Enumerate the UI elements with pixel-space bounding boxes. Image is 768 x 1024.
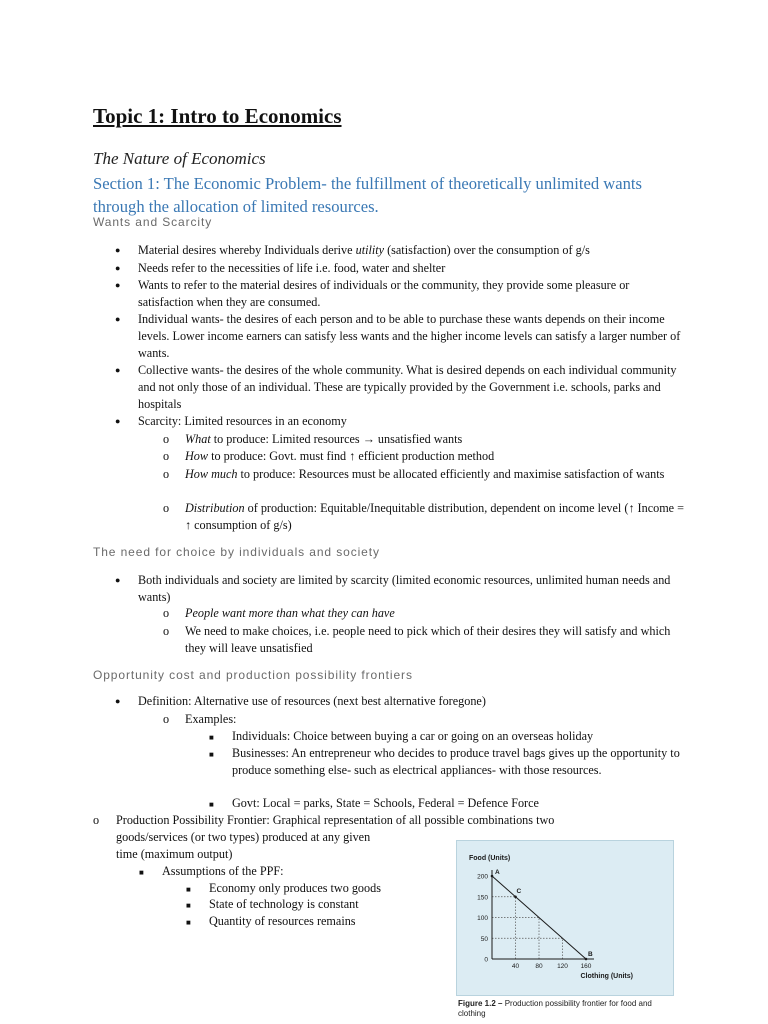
point-label: B [588, 951, 593, 958]
list-item: ● Material desires whereby Individuals derive utility (satisfaction) over the consumption of g/s [115, 243, 590, 257]
heading-wants-scarcity: Wants and Scarcity [93, 215, 213, 229]
ppf-chart [457, 841, 673, 995]
bullet-icon: ● [115, 696, 121, 706]
list-item: ● Individual wants- the desires of each person and to be able to purchase these wants depends on their income levels. Lower income earners can satisfy less wants and the higher income levels can satisfy a larger number of wants. [115, 312, 681, 360]
list-item: ● Needs refer to the necessities of life i.e. food, water and shelter [115, 261, 446, 275]
y-tick-label: 150 [477, 894, 488, 902]
x-tick-label: 80 [535, 963, 543, 970]
sub-list-item: o Distribution of production: Equitable/Inequitable distribution, dependent on income level (↑ Income = ↑ consumption of g/s) [163, 501, 685, 532]
assumption: ■ Economy only produces two goods [186, 880, 446, 897]
page-title: Topic 1: Intro to Economics [93, 104, 342, 128]
point-c [514, 895, 517, 898]
list-item: ● Both individuals and society are limited by scarcity (limited economic resources, unlimited human needs and wants) [115, 573, 671, 604]
x-tick-label: 160 [580, 963, 592, 970]
ppf-figure [456, 840, 674, 996]
circle-bullet-icon: o [163, 712, 170, 726]
square-bullet-icon: ■ [186, 885, 191, 894]
circle-bullet-icon: o [163, 449, 170, 463]
square-bullet-icon: ■ [139, 868, 144, 877]
figure-caption: Figure 1.2 – Production possibility frontier for food and clothing [458, 999, 652, 1018]
point-b [585, 958, 588, 961]
heading-need-for-choice: The need for choice by individuals and society [93, 545, 380, 559]
example-item: ■ Businesses: An entrepreneur who decides to produce travel bags gives up the opportunity to produce something else- such as electrical appliances- with those resources. [209, 746, 680, 777]
circle-bullet-icon: o [163, 606, 170, 620]
bullet-icon: ● [115, 416, 121, 426]
sub-list-item: o What to produce: Limited resources → unsatisfied wants [163, 432, 463, 446]
bullet-icon: ● [115, 365, 121, 375]
y-tick-label: 50 [480, 935, 488, 943]
subtitle: The Nature of Economics [93, 149, 266, 168]
square-bullet-icon: ■ [186, 918, 191, 927]
bullet-icon: ● [115, 280, 121, 290]
assumptions-item: ■ Assumptions of the PPF: [139, 863, 449, 880]
sub-list-item: o We need to make choices, i.e. people need to pick which of their desires they will satisfy and which they will leave unsatisfied [163, 624, 671, 655]
point-label: A [495, 869, 500, 876]
list-item: ● Collective wants- the desires of the whole community. What is desired depends on each individual community and not only those of an individual. These are typically provided by the Government i.e. schools, parks and hospitals [115, 363, 677, 411]
example-item: ■ Individuals: Choice between buying a car or going on an overseas holiday [209, 728, 685, 745]
circle-bullet-icon: o [163, 624, 170, 638]
bullet-icon: ● [115, 575, 121, 585]
square-bullet-icon: ■ [186, 901, 191, 910]
ppf-item: o Production Possibility Frontier: Graphical representation of all possible combinations two goods/services (or two types) produced at any given time (maximum output) [93, 813, 555, 861]
circle-bullet-icon: o [163, 432, 170, 446]
circle-bullet-icon: o [93, 813, 100, 827]
assumption: ■ State of technology is constant [186, 896, 446, 913]
sub-list-item: o People want more than what they can have [163, 606, 395, 620]
example-item: ■ Govt: Local = parks, State = Schools, Federal = Defence Force [209, 795, 685, 812]
list-item: ● Definition: Alternative use of resources (next best alternative foregone) [115, 694, 486, 708]
x-tick-label: 120 [557, 963, 568, 970]
list-item: ● Wants to refer to the material desires of individuals or the community, they provide some pleasure or satisfaction when they are consumed. [115, 278, 630, 309]
point-label: C [516, 887, 522, 895]
x-axis-label: Clothing (Units) [580, 973, 633, 980]
bullet-icon: ● [115, 245, 121, 255]
bullet-icon: ● [115, 314, 121, 324]
heading-opportunity-cost: Opportunity cost and production possibility frontiers [93, 668, 413, 682]
point-a [491, 875, 494, 878]
x-tick-label: 40 [511, 963, 520, 970]
circle-bullet-icon: o [163, 467, 170, 481]
bullet-icon: ● [115, 263, 121, 273]
sub-list-item: o How much to produce: Resources must be allocated efficiently and maximise satisfaction of wants [163, 467, 665, 481]
sub-list-item: o Examples: [163, 712, 237, 726]
list-item: ● Scarcity: Limited resources in an economy [115, 414, 347, 428]
y-axis-label: Food (Units) [469, 855, 511, 862]
section-heading: Section 1: The Economic Problem- the fulfillment of theoretically unlimited wants through the allocation of limited resources. [93, 174, 643, 216]
circle-bullet-icon: o [163, 501, 170, 515]
square-bullet-icon: ■ [209, 733, 214, 742]
y-tick-label: 0 [484, 956, 488, 964]
sub-list-item: o How to produce: Govt. must find ↑ efficient production method [163, 449, 495, 463]
assumption: ■ Quantity of resources remains [186, 913, 446, 930]
y-tick-label: 100 [477, 915, 488, 922]
square-bullet-icon: ■ [209, 800, 214, 809]
y-tick-label: 200 [477, 873, 488, 881]
square-bullet-icon: ■ [209, 750, 214, 759]
